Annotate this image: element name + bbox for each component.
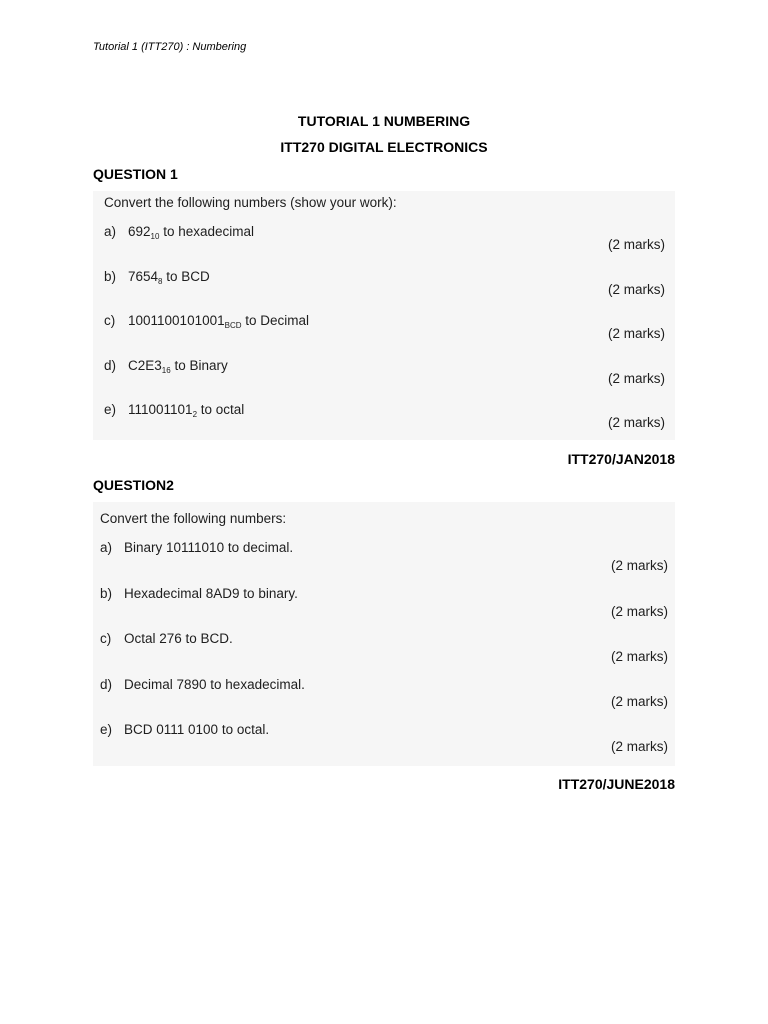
item-letter: a) [100, 540, 113, 555]
question-1-item [104, 313, 309, 330]
item-number: 7654 [128, 269, 159, 284]
item-task: Hexadecimal 8AD9 to binary. [124, 586, 298, 601]
course-title: ITT270 DIGITAL ELECTRONICS [280, 139, 488, 155]
item-task: to octal [197, 402, 245, 417]
question-1-item [104, 224, 254, 241]
item-base: BCD [224, 321, 242, 330]
item-letter: e) [100, 722, 113, 737]
question-1-scan [93, 191, 675, 440]
item-letter: c) [100, 631, 112, 646]
item-letter: d) [104, 358, 117, 373]
item-number: 692 [128, 224, 151, 239]
item-task: to BCD [162, 269, 210, 284]
question-2-item [100, 586, 298, 601]
question-2-item [100, 677, 305, 692]
marks-label: (2 marks) [611, 739, 668, 754]
marks-label: (2 marks) [608, 237, 665, 252]
marks-label: (2 marks) [608, 371, 665, 386]
question-1-item [104, 269, 210, 286]
marks-label: (2 marks) [611, 558, 668, 573]
question-1-source: ITT270/JAN2018 [567, 451, 675, 467]
item-task: BCD 0111 0100 to octal. [124, 722, 270, 737]
question-2-item [100, 631, 233, 646]
question-1-intro: Convert the following numbers (show your work): [104, 195, 397, 210]
item-number: 1001100101001 [128, 313, 225, 328]
item-task: to Decimal [241, 313, 310, 328]
item-letter: c) [104, 313, 116, 328]
item-task: Binary 10111010 to decimal. [124, 540, 294, 555]
item-task: to hexadecimal [159, 224, 254, 239]
marks-label: (2 marks) [611, 604, 668, 619]
marks-label: (2 marks) [611, 694, 668, 709]
question-1-item [104, 358, 228, 375]
item-base: 10 [150, 232, 160, 241]
question-2-scan [93, 502, 675, 766]
question-2-heading: QUESTION2 [93, 477, 174, 493]
question-2-source: ITT270/JUNE2018 [558, 776, 675, 792]
item-number: C2E3 [128, 358, 162, 373]
document-title: TUTORIAL 1 NUMBERING [297, 113, 471, 129]
question-1-item [104, 402, 244, 419]
question-1-heading: QUESTION 1 [93, 166, 178, 182]
item-letter: e) [104, 402, 117, 417]
marks-label: (2 marks) [608, 282, 665, 297]
item-letter: b) [104, 269, 117, 284]
item-task: Octal 276 to BCD. [124, 631, 233, 646]
item-letter: d) [100, 677, 113, 692]
item-base: 16 [161, 366, 171, 375]
item-base: 2 [192, 410, 198, 419]
item-number: 111001101 [128, 402, 193, 417]
marks-label: (2 marks) [608, 415, 665, 430]
question-2-item [100, 722, 269, 737]
item-letter: a) [104, 224, 117, 239]
question-2-intro: Convert the following numbers: [100, 511, 287, 526]
marks-label: (2 marks) [608, 326, 665, 341]
item-letter: b) [100, 586, 113, 601]
question-2-item [100, 540, 293, 555]
running-header: Tutorial 1 (ITT270) : Numbering [93, 41, 247, 53]
item-task: to Binary [170, 358, 228, 373]
marks-label: (2 marks) [611, 649, 668, 664]
item-base: 8 [158, 277, 163, 286]
item-task: Decimal 7890 to hexadecimal. [124, 677, 305, 692]
